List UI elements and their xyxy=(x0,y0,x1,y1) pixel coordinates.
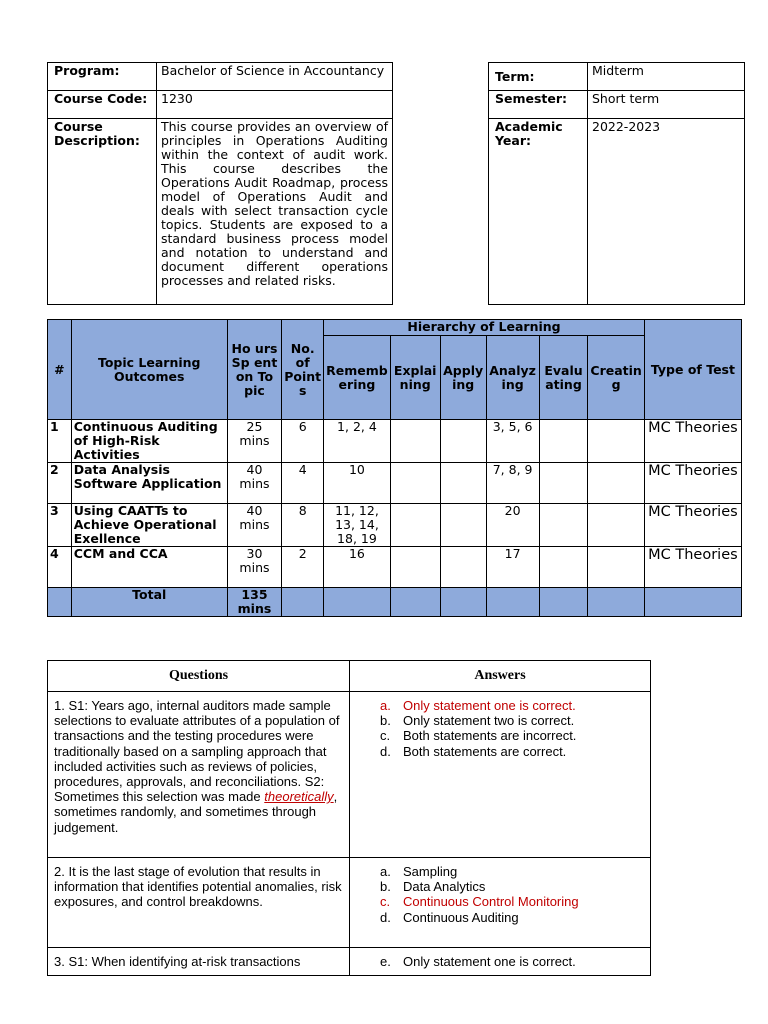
total-label: Total xyxy=(71,588,227,617)
row-test-type: MC Theories xyxy=(644,463,741,504)
answer-option-correct: a. Only statement one is correct. xyxy=(380,698,576,713)
question-1-highlight: theoretically xyxy=(264,789,334,805)
row-evaluating xyxy=(539,463,588,504)
answer-option: d. Both statements are correct. xyxy=(380,743,567,759)
table-row xyxy=(48,463,742,504)
term-info-table xyxy=(488,62,745,305)
row-creating xyxy=(588,504,644,547)
answer-option: b. Only statement two is correct. xyxy=(380,713,575,729)
total-blank xyxy=(324,588,391,617)
col-header-evaluating: Evalu ating xyxy=(539,336,588,420)
row-analyzing: 20 xyxy=(486,504,539,547)
answer-option: d. Continuous Auditing xyxy=(380,909,519,925)
course-description-value: This course provides an overview of principles in Operations Auditing within the context of audit work. This course describes the Operations Audit Roadmap, process model of Operations Audit and deals with select transaction cycle topics. Students are exposed to a standard business process model and notation to understand and document different operations processes and related risks. xyxy=(157,119,393,305)
answer-option: c. Both statements are incorrect. xyxy=(380,728,577,744)
row-evaluating xyxy=(539,547,588,588)
answer-option-correct: c. Continuous Control Monitoring xyxy=(380,894,579,910)
row-explaining xyxy=(390,504,440,547)
answers-header: Answers xyxy=(350,661,651,692)
row-hours: 25 mins xyxy=(227,420,282,463)
row-analyzing: 3, 5, 6 xyxy=(486,420,539,463)
row-points: 4 xyxy=(282,463,324,504)
answer-options xyxy=(350,948,651,976)
row-points: 8 xyxy=(282,504,324,547)
row-remembering: 1, 2, 4 xyxy=(324,420,391,463)
row-topic: Data Analysis Software Application xyxy=(71,463,227,504)
col-header-creating: Creatin g xyxy=(588,336,644,420)
row-test-type: MC Theories xyxy=(644,504,741,547)
questions-header: Questions xyxy=(48,661,350,692)
program-label: Program: xyxy=(48,63,157,91)
answer-option: e. Only statement one is correct. xyxy=(380,954,576,969)
row-remembering: 16 xyxy=(324,547,391,588)
question-row xyxy=(48,948,651,976)
row-topic: Continuous Auditing of High-Risk Activities xyxy=(71,420,227,463)
col-header-hours: Ho urs Sp ent on To pic xyxy=(227,320,282,420)
questions-answers-table xyxy=(47,660,651,976)
row-number: 4 xyxy=(48,547,72,588)
course-code-label: Course Code: xyxy=(48,91,157,119)
row-number: 2 xyxy=(48,463,72,504)
total-blank xyxy=(282,588,324,617)
total-blank xyxy=(644,588,741,617)
question-row xyxy=(48,692,651,858)
col-header-topic: Topic Learning Outcomes xyxy=(71,320,227,420)
col-header-remembering: Rememb ering xyxy=(324,336,391,420)
total-blank xyxy=(588,588,644,617)
row-remembering: 10 xyxy=(324,463,391,504)
academic-year-label: Academic Year: xyxy=(489,119,588,305)
row-remembering: 11, 12, 13, 14, 18, 19 xyxy=(324,504,391,547)
table-row xyxy=(48,504,742,547)
table-row xyxy=(48,547,742,588)
question-1-text: 1. S1: Years ago, internal auditors made sample selections to evaluate attributes of a population of transactions and the testing procedures were traditionally based on a sampling approach that included activities such as reviews of policies, procedures, approvals, and reconciliations. S2: Sometimes this selection was made xyxy=(54,698,340,805)
row-explaining xyxy=(390,547,440,588)
row-applying xyxy=(440,547,486,588)
table-row xyxy=(48,420,742,463)
row-topic: Using CAATTs to Achieve Operational Exellence xyxy=(71,504,227,547)
row-applying xyxy=(440,420,486,463)
row-points: 2 xyxy=(282,547,324,588)
answer-option: b. Data Analytics xyxy=(380,879,486,895)
course-description-label: Course Description: xyxy=(48,119,157,305)
table-of-specifications xyxy=(47,319,742,617)
term-label: Term: xyxy=(489,63,588,91)
total-blank xyxy=(390,588,440,617)
row-creating xyxy=(588,420,644,463)
row-analyzing: 17 xyxy=(486,547,539,588)
question-3-text: 3. S1: When identifying at-risk transactions xyxy=(48,948,350,976)
row-hours: 30 mins xyxy=(227,547,282,588)
row-points: 6 xyxy=(282,420,324,463)
total-blank xyxy=(440,588,486,617)
semester-value: Short term xyxy=(588,91,745,119)
row-topic: CCM and CCA xyxy=(71,547,227,588)
row-number: 1 xyxy=(48,420,72,463)
question-2-text: 2. It is the last stage of evolution that results in information that identifies potential anomalies, risk exposures, and control breakdowns. xyxy=(48,858,350,948)
row-evaluating xyxy=(539,504,588,547)
semester-label: Semester: xyxy=(489,91,588,119)
row-test-type: MC Theories xyxy=(644,420,741,463)
academic-year-value: 2022-2023 xyxy=(588,119,745,305)
col-header-applying: Apply ing xyxy=(440,336,486,420)
term-value: Midterm xyxy=(588,63,745,91)
answer-option: a. Sampling xyxy=(380,864,458,879)
row-hours: 40 mins xyxy=(227,504,282,547)
row-test-type: MC Theories xyxy=(644,547,741,588)
col-header-number: # xyxy=(48,320,72,420)
row-creating xyxy=(588,547,644,588)
col-header-analyzing: Analyz ing xyxy=(486,336,539,420)
question-row xyxy=(48,858,651,948)
row-explaining xyxy=(390,420,440,463)
question-1-text-end: , sometimes randomly, and sometimes through judgement. xyxy=(54,789,338,835)
row-applying xyxy=(440,463,486,504)
row-evaluating xyxy=(539,420,588,463)
course-code-value: 1230 xyxy=(157,91,393,119)
total-blank xyxy=(48,588,72,617)
row-hours: 40 mins xyxy=(227,463,282,504)
row-analyzing: 7, 8, 9 xyxy=(486,463,539,504)
col-header-explaining: Explai ning xyxy=(390,336,440,420)
total-row xyxy=(48,588,742,617)
row-explaining xyxy=(390,463,440,504)
total-blank xyxy=(539,588,588,617)
answer-options xyxy=(350,692,651,858)
total-blank xyxy=(486,588,539,617)
question-text xyxy=(48,692,350,858)
col-header-type: Type of Test xyxy=(644,320,741,420)
row-applying xyxy=(440,504,486,547)
row-number: 3 xyxy=(48,504,72,547)
col-header-points: No. of Point s xyxy=(282,320,324,420)
col-header-hierarchy: Hierarchy of Learning xyxy=(324,320,645,336)
course-info-table xyxy=(47,62,393,305)
row-creating xyxy=(588,463,644,504)
total-hours: 135 mins xyxy=(227,588,282,617)
program-value: Bachelor of Science in Accountancy xyxy=(157,63,393,91)
answer-options xyxy=(350,858,651,948)
